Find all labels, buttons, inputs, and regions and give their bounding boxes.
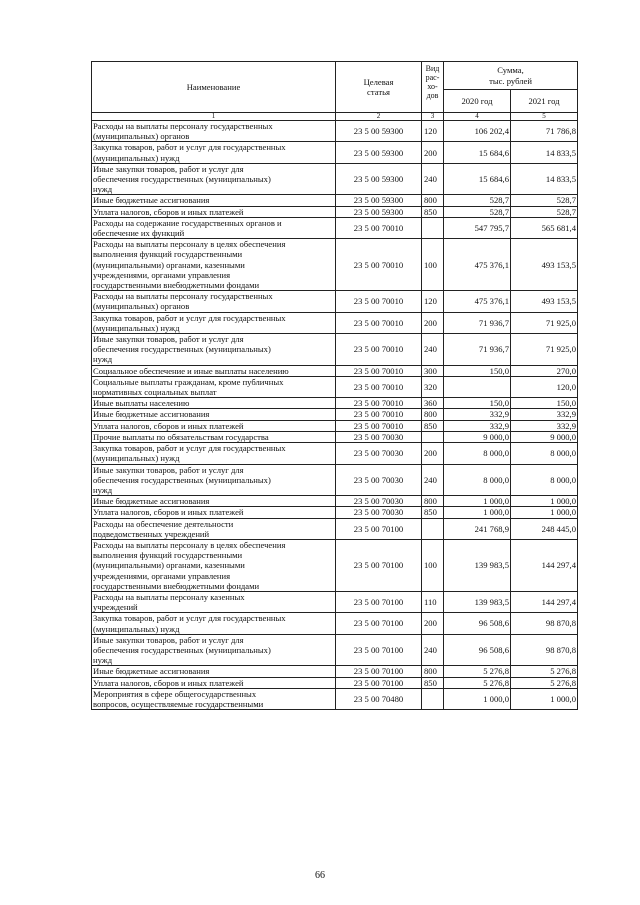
row-expense-type: 200 [422,443,444,464]
row-expense-type: 240 [422,464,444,496]
row-name: Иные закупки товаров, работ и услуг для обеспечения государственных (муниципальных) нужд [92,464,336,496]
row-sum-2020: 332,9 [444,409,511,420]
row-name: Уплата налогов, сборов и иных платежей [92,507,336,518]
row-expense-type: 800 [422,195,444,206]
row-target-article: 23 5 00 70030 [336,507,422,518]
row-name: Иные бюджетные ассигнования [92,496,336,507]
table-row [92,591,578,612]
row-expense-type: 800 [422,409,444,420]
row-expense-type: 120 [422,291,444,312]
row-name: Иные бюджетные ассигнования [92,666,336,677]
row-expense-type: 240 [422,634,444,666]
row-expense-type [422,688,444,709]
row-name: Иные выплаты населению [92,398,336,409]
row-sum-2021: 1 000,0 [511,496,578,507]
row-name: Иные бюджетные ассигнования [92,409,336,420]
row-target-article: 23 5 00 70010 [336,217,422,238]
table-row [92,431,578,442]
table-row [92,443,578,464]
row-sum-2020: 15 684,6 [444,142,511,163]
row-name: Социальное обеспечение и иные выплаты населению [92,365,336,376]
row-expense-type: 110 [422,591,444,612]
row-sum-2020: 475 376,1 [444,291,511,312]
row-sum-2020: 96 508,6 [444,634,511,666]
table-row [92,142,578,163]
row-sum-2020: 106 202,4 [444,121,511,142]
row-target-article: 23 5 00 70010 [336,420,422,431]
row-target-article: 23 5 00 70010 [336,239,422,291]
row-sum-2021: 528,7 [511,206,578,217]
row-expense-type: 300 [422,365,444,376]
row-sum-2020: 71 936,7 [444,312,511,333]
row-sum-2021: 144 297,4 [511,591,578,612]
row-sum-2020: 1 000,0 [444,496,511,507]
row-sum-2021: 71 925,0 [511,334,578,366]
row-sum-2020: 332,9 [444,420,511,431]
row-sum-2021: 1 000,0 [511,688,578,709]
row-expense-type: 850 [422,206,444,217]
row-target-article: 23 5 00 70100 [336,539,422,591]
row-name: Мероприятия в сфере общегосударственных вопросов, осуществляемые государственными [92,688,336,709]
page-number: 66 [315,870,325,881]
row-target-article: 23 5 00 59300 [336,142,422,163]
row-sum-2021: 8 000,0 [511,443,578,464]
row-name: Закупка товаров, работ и услуг для государственных (муниципальных) нужд [92,443,336,464]
row-sum-2020: 528,7 [444,195,511,206]
table-row [92,334,578,366]
row-sum-2020: 139 983,5 [444,539,511,591]
row-sum-2021: 144 297,4 [511,539,578,591]
header-sum: Сумма, тыс. рублей [444,62,578,90]
table-row [92,613,578,634]
row-name: Иные закупки товаров, работ и услуг для обеспечения государственных (муниципальных) нужд [92,163,336,195]
row-expense-type: 200 [422,142,444,163]
row-expense-type: 100 [422,239,444,291]
row-expense-type: 120 [422,121,444,142]
table-row [92,688,578,709]
row-expense-type: 100 [422,539,444,591]
column-index: 1 [92,113,336,121]
row-sum-2020: 5 276,8 [444,666,511,677]
table-header [92,62,578,121]
table-row [92,398,578,409]
row-name: Расходы на выплаты персоналу государственных (муниципальных) органов [92,121,336,142]
table-row [92,539,578,591]
row-target-article: 23 5 00 70010 [336,398,422,409]
row-target-article: 23 5 00 59300 [336,206,422,217]
table-row [92,409,578,420]
row-expense-type: 800 [422,666,444,677]
table-row [92,464,578,496]
row-target-article: 23 5 00 70010 [336,376,422,397]
row-target-article: 23 5 00 70010 [336,312,422,333]
row-sum-2021: 71 925,0 [511,312,578,333]
row-name: Иные закупки товаров, работ и услуг для обеспечения государственных (муниципальных) нужд [92,334,336,366]
row-sum-2020: 1 000,0 [444,688,511,709]
row-expense-type: 850 [422,420,444,431]
column-index: 4 [444,113,511,121]
row-target-article: 23 5 00 59300 [336,195,422,206]
row-sum-2020: 547 795,7 [444,217,511,238]
row-expense-type: 360 [422,398,444,409]
row-sum-2021: 14 833,5 [511,163,578,195]
column-index: 3 [422,113,444,121]
table-row [92,312,578,333]
header-expense-type: Вид рас- хо- дов [422,62,444,113]
row-name: Расходы на выплаты персоналу в целях обеспечения выполнения функций государственными (муниципальными) органами, казенными учреждениями, органами управления государственными внебюджетными фондами [92,539,336,591]
table-row [92,376,578,397]
row-target-article: 23 5 00 70030 [336,443,422,464]
header-name: Наименование [92,62,336,113]
row-name: Прочие выплаты по обязательствам государства [92,431,336,442]
row-target-article: 23 5 00 70010 [336,409,422,420]
row-sum-2020: 96 508,6 [444,613,511,634]
row-target-article: 23 5 00 59300 [336,163,422,195]
row-sum-2020: 8 000,0 [444,464,511,496]
row-sum-2021: 71 786,8 [511,121,578,142]
table-row [92,291,578,312]
row-target-article: 23 5 00 70010 [336,365,422,376]
row-sum-2021: 98 870,8 [511,613,578,634]
row-target-article: 23 5 00 70030 [336,431,422,442]
budget-table [91,61,578,710]
row-sum-2020: 8 000,0 [444,443,511,464]
column-index: 2 [336,113,422,121]
row-name: Иные бюджетные ассигнования [92,195,336,206]
column-index: 5 [511,113,578,121]
row-name: Расходы на обеспечение деятельности подведомственных учреждений [92,518,336,539]
row-sum-2020: 241 768,9 [444,518,511,539]
row-name: Расходы на содержание государственных органов и обеспечение их функций [92,217,336,238]
header-year-2021: 2021 год [511,90,578,113]
row-expense-type: 800 [422,496,444,507]
row-sum-2021: 150,0 [511,398,578,409]
row-expense-type: 240 [422,334,444,366]
table-row [92,206,578,217]
row-sum-2020: 139 983,5 [444,591,511,612]
row-target-article: 23 5 00 70100 [336,613,422,634]
row-target-article: 23 5 00 70030 [336,496,422,507]
table-row [92,518,578,539]
row-sum-2021: 493 153,5 [511,291,578,312]
row-name: Расходы на выплаты персоналу государственных (муниципальных) органов [92,291,336,312]
row-sum-2020: 475 376,1 [444,239,511,291]
row-name: Иные закупки товаров, работ и услуг для обеспечения государственных (муниципальных) нужд [92,634,336,666]
table-row [92,365,578,376]
row-name: Расходы на выплаты персоналу казенных учреждений [92,591,336,612]
table-row [92,666,578,677]
row-sum-2020: 150,0 [444,365,511,376]
row-sum-2021: 528,7 [511,195,578,206]
row-sum-2021: 8 000,0 [511,464,578,496]
header-target-article: Целевая статья [336,62,422,113]
row-name: Уплата налогов, сборов и иных платежей [92,677,336,688]
row-target-article: 23 5 00 70100 [336,677,422,688]
row-target-article: 23 5 00 59300 [336,121,422,142]
row-name: Закупка товаров, работ и услуг для государственных (муниципальных) нужд [92,312,336,333]
row-expense-type: 240 [422,163,444,195]
row-sum-2020: 9 000,0 [444,431,511,442]
row-name: Социальные выплаты гражданам, кроме публичных нормативных социальных выплат [92,376,336,397]
row-sum-2021: 120,0 [511,376,578,397]
row-expense-type [422,431,444,442]
row-expense-type [422,217,444,238]
row-target-article: 23 5 00 70010 [336,334,422,366]
row-expense-type: 850 [422,677,444,688]
row-sum-2021: 5 276,8 [511,666,578,677]
table-row [92,217,578,238]
row-name: Уплата налогов, сборов и иных платежей [92,206,336,217]
row-expense-type [422,518,444,539]
row-name: Расходы на выплаты персоналу в целях обеспечения выполнения функций государственными (муниципальными) органами, казенными учреждениями, органами управления государственными внебюджетными фондами [92,239,336,291]
row-sum-2020: 5 276,8 [444,677,511,688]
row-sum-2021: 332,9 [511,409,578,420]
table-row [92,496,578,507]
row-target-article: 23 5 00 70100 [336,591,422,612]
row-sum-2021: 98 870,8 [511,634,578,666]
table-row [92,163,578,195]
table-row [92,677,578,688]
row-name: Уплата налогов, сборов и иных платежей [92,420,336,431]
row-target-article: 23 5 00 70100 [336,518,422,539]
row-sum-2021: 14 833,5 [511,142,578,163]
row-target-article: 23 5 00 70100 [336,666,422,677]
table-row [92,121,578,142]
row-name: Закупка товаров, работ и услуг для государственных (муниципальных) нужд [92,613,336,634]
table-row [92,634,578,666]
row-target-article: 23 5 00 70030 [336,464,422,496]
row-sum-2020 [444,376,511,397]
row-expense-type: 200 [422,312,444,333]
row-sum-2021: 332,9 [511,420,578,431]
row-sum-2020: 1 000,0 [444,507,511,518]
row-target-article: 23 5 00 70480 [336,688,422,709]
row-sum-2020: 71 936,7 [444,334,511,366]
row-sum-2020: 150,0 [444,398,511,409]
row-sum-2021: 493 153,5 [511,239,578,291]
row-target-article: 23 5 00 70100 [336,634,422,666]
header-year-2020: 2020 год [444,90,511,113]
table-row [92,507,578,518]
row-expense-type: 200 [422,613,444,634]
row-sum-2021: 9 000,0 [511,431,578,442]
row-expense-type: 320 [422,376,444,397]
row-name: Закупка товаров, работ и услуг для государственных (муниципальных) нужд [92,142,336,163]
table-row [92,195,578,206]
table-row [92,239,578,291]
row-expense-type: 850 [422,507,444,518]
table-body [92,121,578,710]
table-row [92,420,578,431]
row-target-article: 23 5 00 70010 [336,291,422,312]
row-sum-2021: 5 276,8 [511,677,578,688]
row-sum-2021: 1 000,0 [511,507,578,518]
row-sum-2021: 248 445,0 [511,518,578,539]
row-sum-2021: 565 681,4 [511,217,578,238]
row-sum-2020: 528,7 [444,206,511,217]
row-sum-2021: 270,0 [511,365,578,376]
row-sum-2020: 15 684,6 [444,163,511,195]
